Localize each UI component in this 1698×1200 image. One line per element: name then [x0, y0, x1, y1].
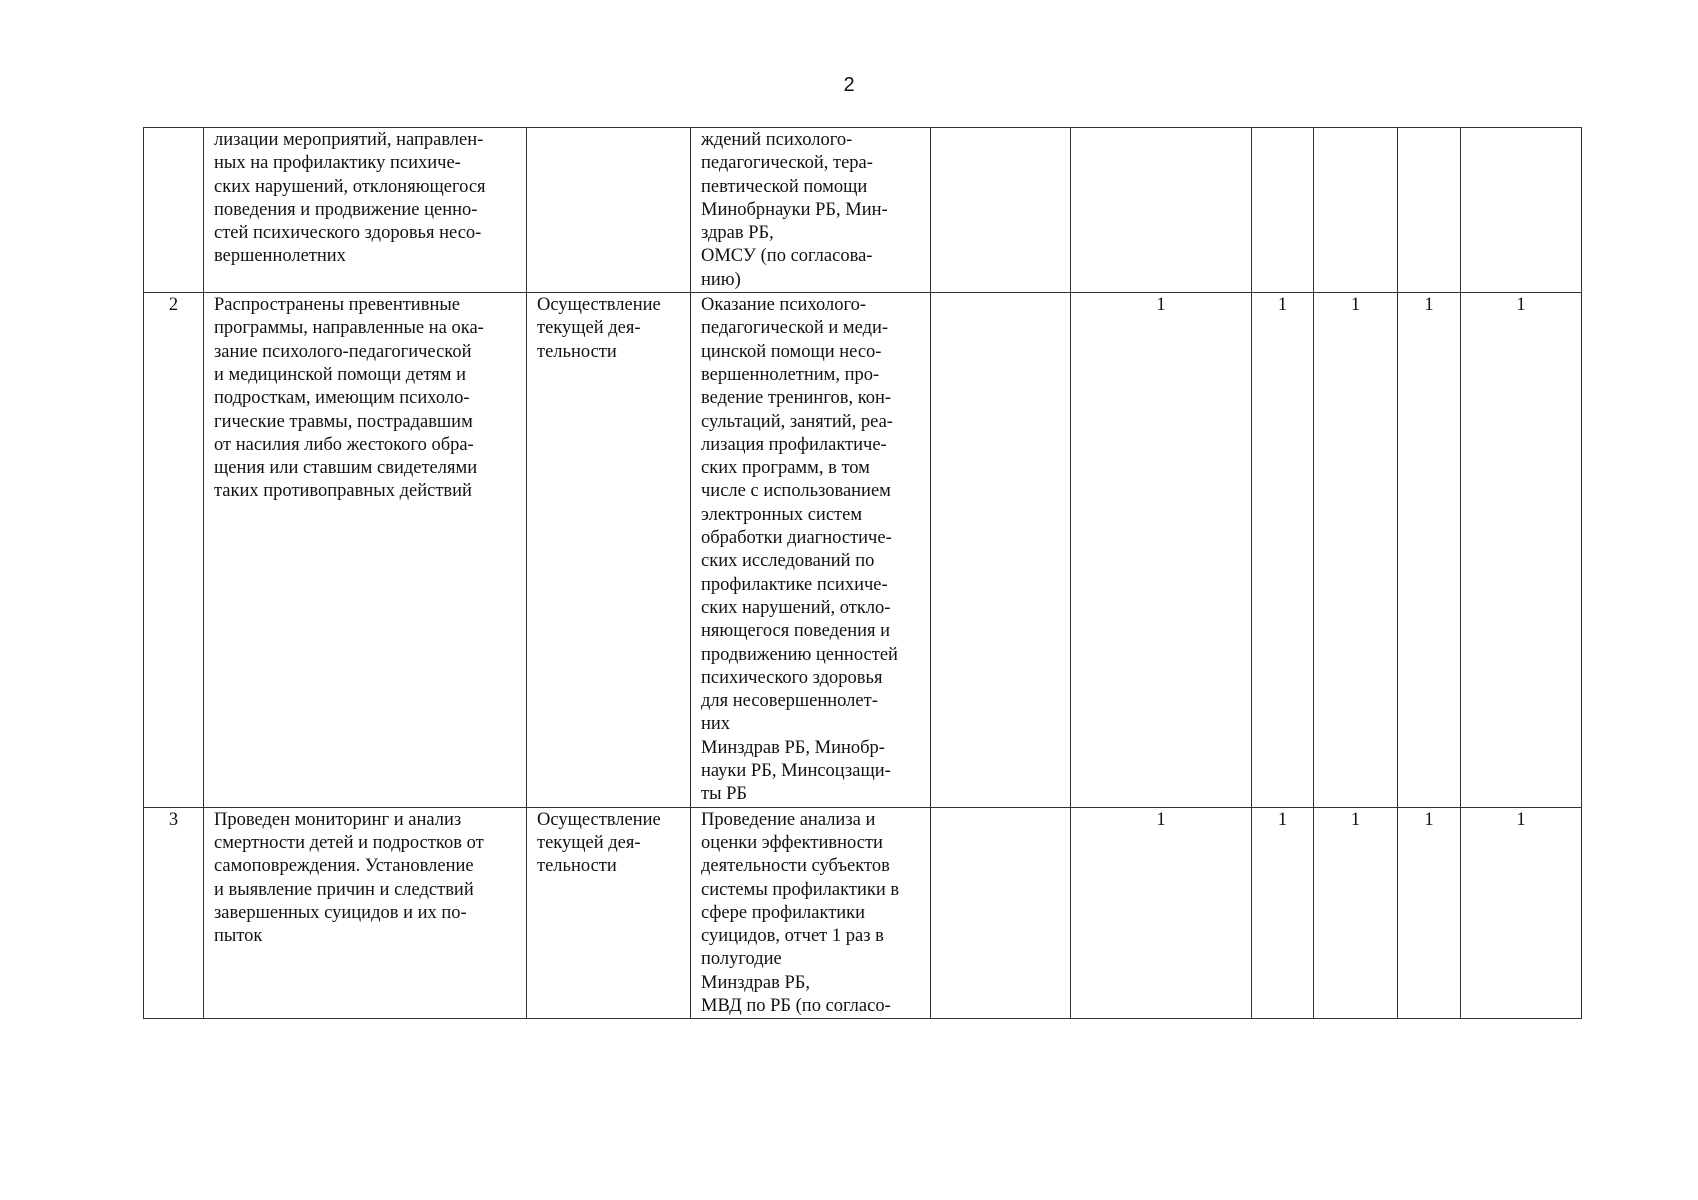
activity-cell: ждений психолого- педагогической, тера- певтической помощи Минобрнауки РБ, Мин- здрав РБ, ОМСУ (по согласова- нию) [691, 128, 931, 293]
activity-cell: Проведение анализа и оценки эффективности деятельности субъектов системы профилактики в сфере профилактики суицидов, отчет 1 раз в полугодие Минздрав РБ, МВД по РБ (по согласо- [691, 807, 931, 1019]
row-number-cell: 2 [144, 293, 204, 808]
value-cell: 1 [1398, 293, 1461, 808]
activity-cell: Оказание психолого- педагогической и меди- цинской помощи несо- вершеннолетним, про- ведение тренингов, кон- сультаций, занятий, реа- лизация профилактиче- ских программ, в том числе с использованием электронных систем обработки диагностиче- ских исследований по профилактике психиче- ских нарушений, откло- няющегося поведения и продвижению ценностей психического здоровья для несовершеннолет- них Минздрав РБ, Минобр- науки РБ, Минсоцзащи- ты РБ [691, 293, 931, 808]
value-cell [1314, 128, 1398, 293]
type-cell [527, 128, 691, 293]
value-cell: 1 [1461, 293, 1582, 808]
value-cell: 1 [1252, 807, 1314, 1019]
value-cell [1252, 128, 1314, 293]
value-cell: 1 [1461, 807, 1582, 1019]
extra-cell [931, 293, 1071, 808]
extra-cell [931, 128, 1071, 293]
result-cell: Распространены превентивные программы, направленные на ока- зание психолого-педагогической и медицинской помощи детям и подросткам, имеющим психоло- гические травмы, пострадавшим от насилия либо жестокого обра- щения или ставшим свидетелями таких противоправных действий [204, 293, 527, 808]
plan-table [143, 127, 1582, 1019]
row-number-cell: 3 [144, 807, 204, 1019]
table-row [144, 293, 1582, 808]
value-cell: 1 [1071, 807, 1252, 1019]
result-cell: лизации мероприятий, направлен- ных на профилактику психиче- ских нарушений, отклоняющегося поведения и продвижение ценно- стей психического здоровья несо- вершеннолетних [204, 128, 527, 293]
value-cell [1071, 128, 1252, 293]
table-row [144, 807, 1582, 1019]
value-cell: 1 [1314, 293, 1398, 808]
page-number: 2 [843, 74, 855, 96]
value-cell: 1 [1071, 293, 1252, 808]
row-number-cell [144, 128, 204, 293]
result-cell: Проведен мониторинг и анализ смертности детей и подростков от самоповреждения. Установление и выявление причин и следствий завершенных суицидов и их по- пыток [204, 807, 527, 1019]
table-row [144, 128, 1582, 293]
value-cell: 1 [1252, 293, 1314, 808]
extra-cell [931, 807, 1071, 1019]
type-cell: Осуществление текущей дея- тельности [527, 807, 691, 1019]
value-cell: 1 [1398, 807, 1461, 1019]
value-cell [1398, 128, 1461, 293]
value-cell [1461, 128, 1582, 293]
type-cell: Осуществление текущей дея- тельности [527, 293, 691, 808]
value-cell: 1 [1314, 807, 1398, 1019]
